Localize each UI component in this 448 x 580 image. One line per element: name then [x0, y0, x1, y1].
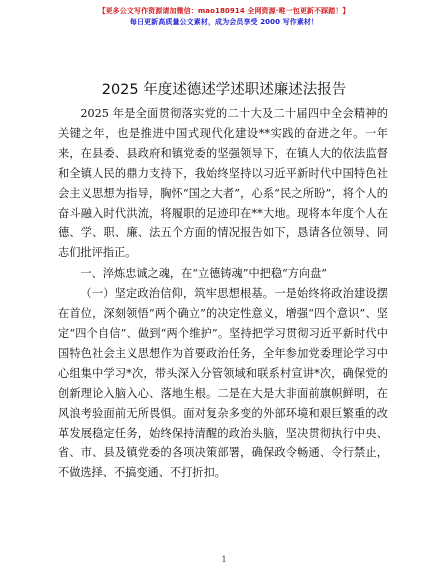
intro-paragraph: 2025 年是全面贯彻落实党的二十大及二十届四中全会精神的关键之年，也是推进中国式现代化建设**实践的奋进之年。一年来，在县委、县政府和镇党委的坚强领导下，在镇人大的依法监督和全镇人民的鼎力支持下，我始终坚持以习近平新时代中国特色社会主义思想为指导，胸怀“国之大者”，心系“民之所盼”，将个人的奋斗融入时代洪流，将履职的足迹印在**大地。现将本年度个人在德、学、职、廉、法五个方面的情况报告如下，恳请各位领导、同志们批评指正。	[58, 107, 388, 260]
banner-line-2: 每日更新高质量公文素材，成为会员享受 2000 写作素材！	[129, 18, 319, 26]
banner-line-1: 【更多公文写作资源请加微信：mao180914 全网资源·唯一包更新不踩踏！】	[98, 7, 350, 15]
document-body	[58, 104, 388, 483]
promo-banner	[0, 6, 448, 28]
page-number: 1	[221, 555, 227, 564]
document-title: 2025 年度述德述学述职述廉述法报告	[101, 82, 347, 98]
subsection-paragraph: （一）坚定政治信仰，筑牢思想根基。一是始终将政治建设摆在首位，深刻领悟“两个确立”的决定性意义，增强“四个意识”、坚定“四个自信”、做到“两个维护”。坚持把学习贯彻习近平新时代中国特色社会主义思想作为首要政治任务，全年参加党委理论学习中心组集中学习*次，带头深入分管领域和联系村宣讲*次，确保党的创新理论入脑入心、落地生根。二是在大是大非面前旗帜鲜明，在风浪考验面前无所畏惧。面对复杂多变的外部环境和艰巨繁重的改革发展稳定任务，始终保持清醒的政治头脑，坚决贯彻执行中央、省、市、县及镇党委的各项决策部署，确保政令畅通、令行禁止，不做选择、不搞变通、不打折扣。	[58, 287, 388, 480]
section-heading: 一、淬炼忠诚之魂，在“立德铸魂”中把稳“方向盘”	[80, 267, 328, 281]
